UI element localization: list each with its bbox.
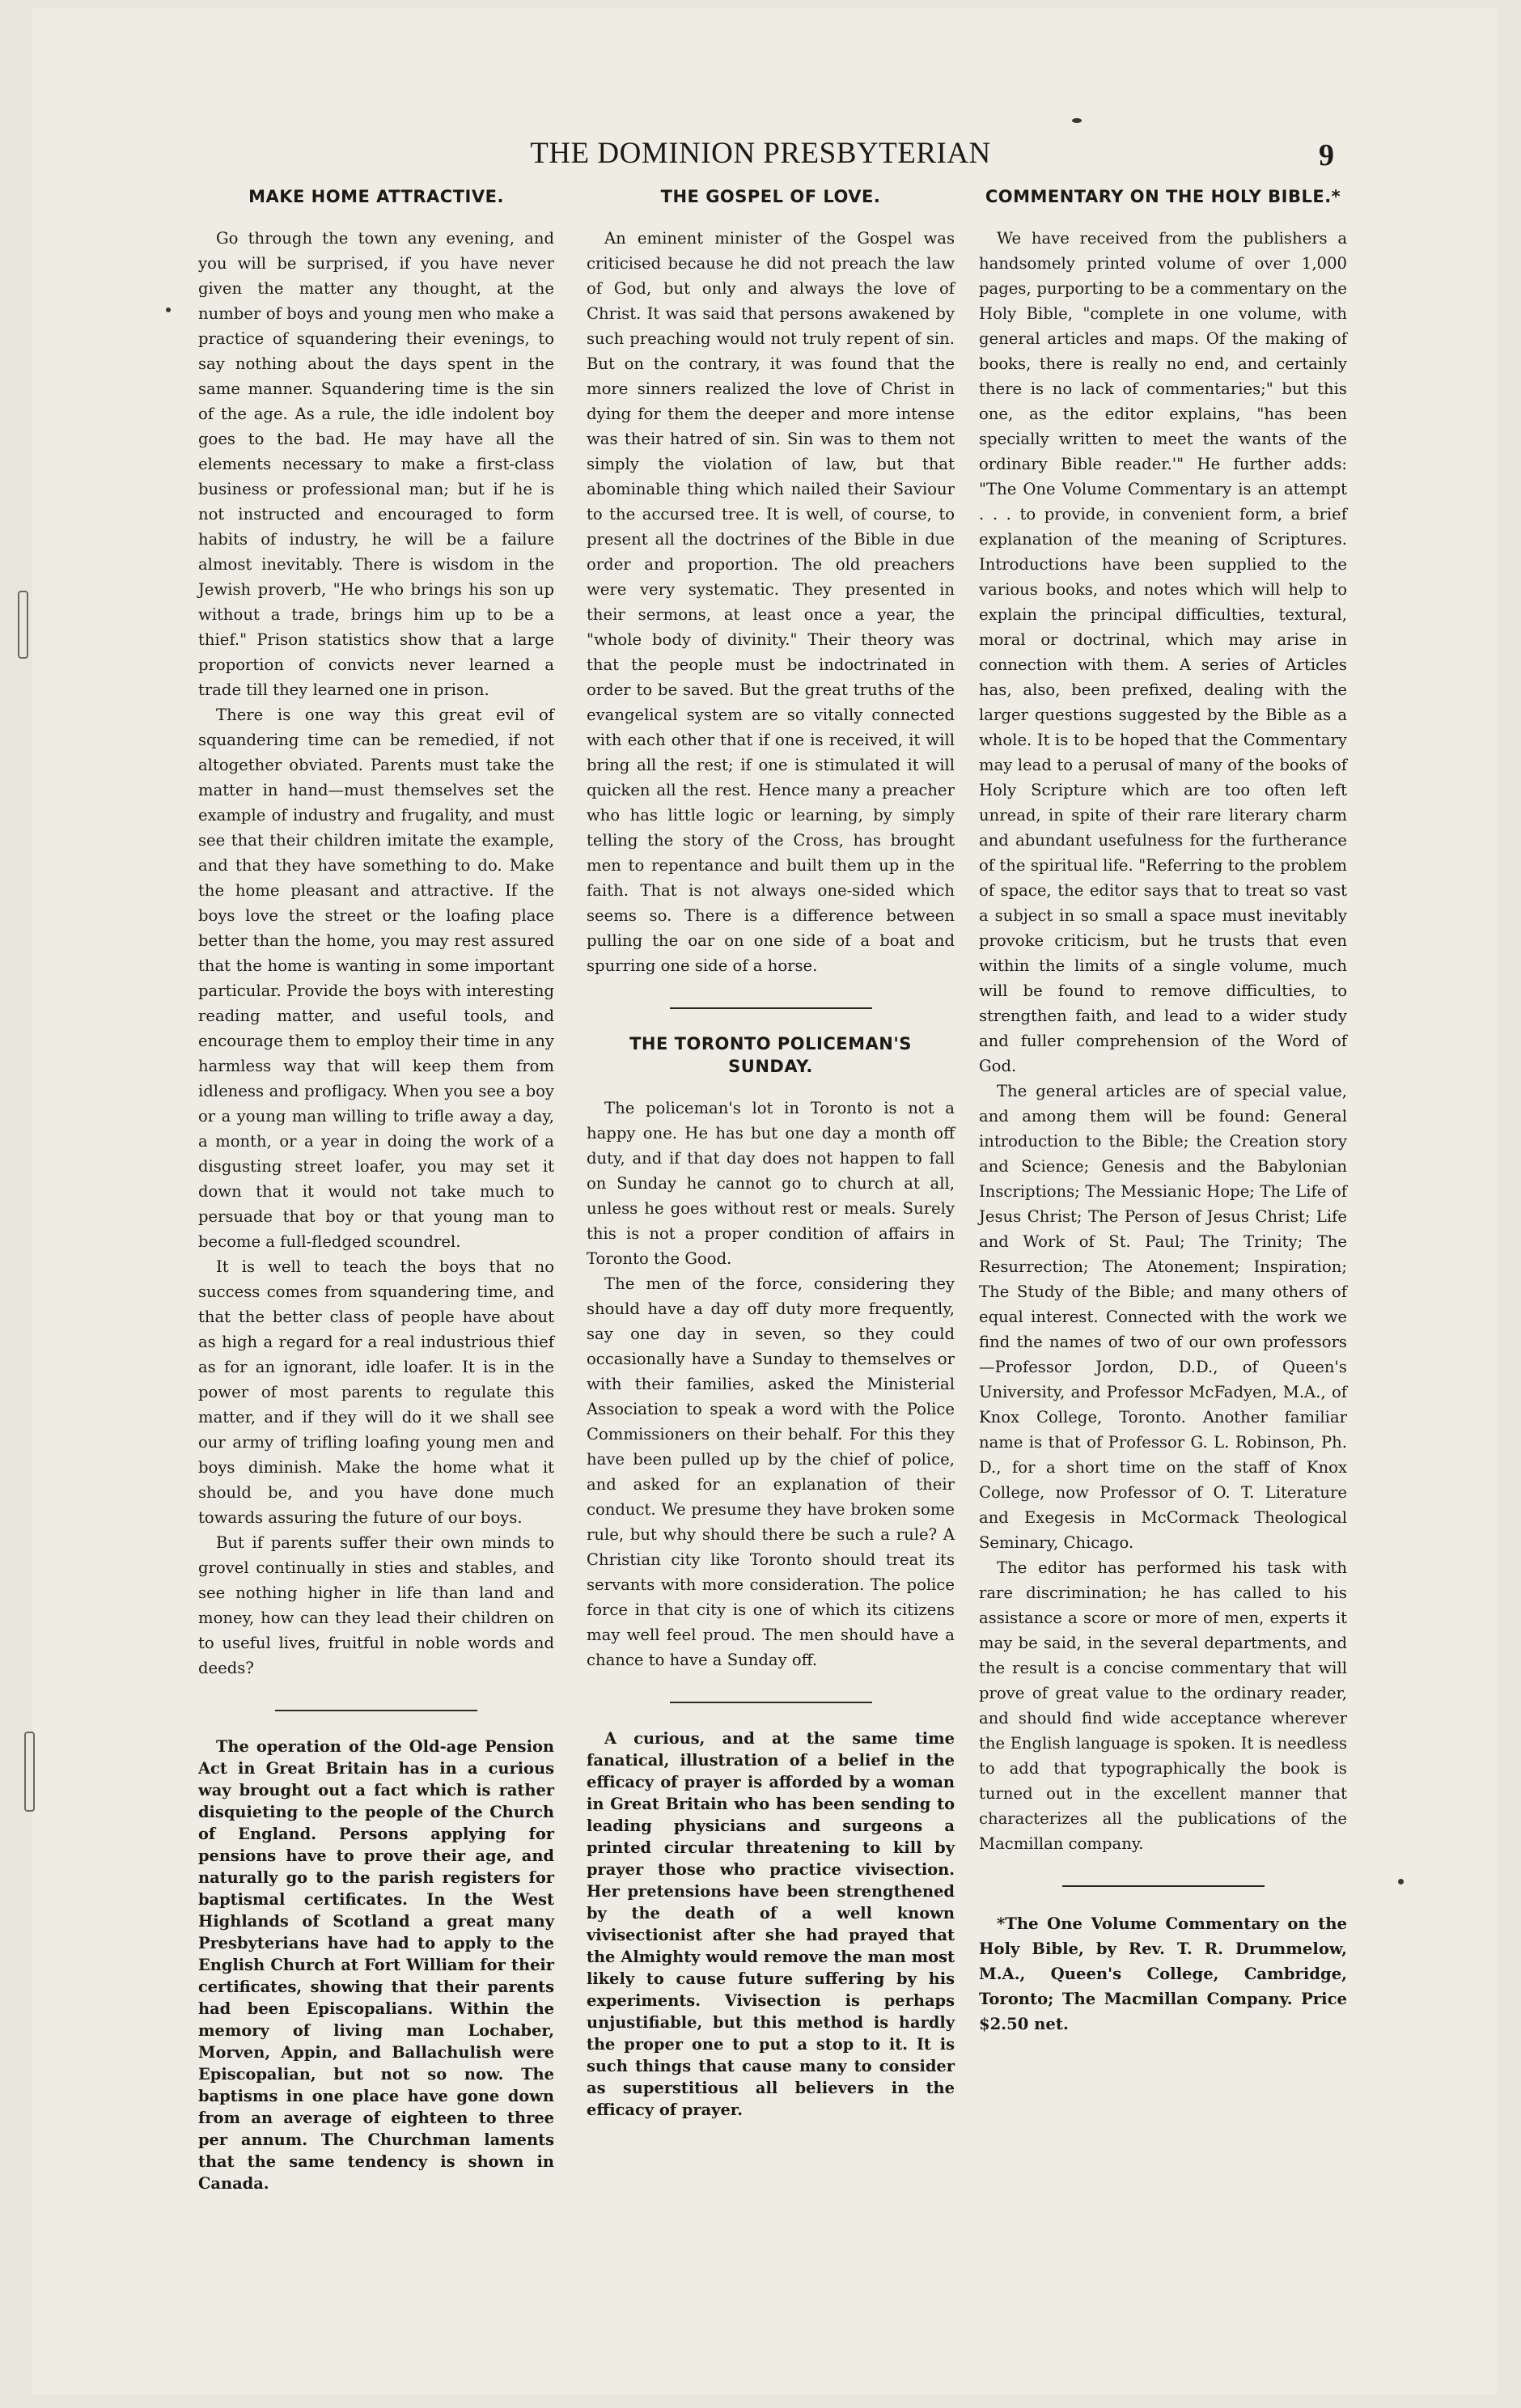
article-heading-policeman: THE TORONTO POLICEMAN'S SUNDAY.	[629, 1034, 912, 1076]
paragraph: It is well to teach the boys that no success comes from squandering time, and that the better class of people have about as high a regard for a real industrious thief as for an ignorant, idle loafer. It is in the power of most parents to regulate this matter, and if they will do it we shall see our army of trifling loafing young men and boys diminish. Make the home what it should be, and you have done much towards assuring the future of our boys.	[198, 1257, 554, 1528]
article-make-home	[198, 226, 554, 1681]
divider-rule	[670, 1007, 872, 1009]
article-gospel-of-love	[587, 226, 955, 978]
scan-speck	[1398, 1879, 1404, 1884]
column-2	[587, 186, 955, 2121]
scan-speck	[1072, 118, 1082, 123]
article-commentary	[979, 226, 1347, 1856]
paragraph: There is one way this great evil of squandering time can be remedied, if not altogether obviated. Parents must take the matter in hand—must themselves set the example of industry and frugality, and must see that their children imitate the example, and that they have something to do. Make the home pleasant and attractive. If the boys love the street or the loafing place better than the home, you may rest assured that the home is wanting in some important particular. Provide the boys with interesting reading matter, and useful tools, and encourage them to employ their time in any harmless way that will keep them from idleness and profligacy. When you see a boy or a young man willing to trifle away a day, a month, or a year in doing the work of a disgusting street loafer, you may set it down that it would not take much to persuade that boy or that young man to become a full-fledged scoundrel.	[198, 706, 554, 1252]
masthead-title: THE DOMINION PRESBYTERIAN	[530, 137, 991, 170]
paragraph: The policeman's lot in Toronto is not a happy one. He has but one day a month off duty, and if that day does not happen to fall on Sunday he cannot go to church at all, unless he goes without rest or meals. Surely this is not a proper condition of affairs in Toronto the Good.	[587, 1098, 955, 1268]
paragraph: The men of the force, considering they should have a day off duty more frequently, say one day in seven, so they could occasionally have a Sunday to themselves or with their families, asked the Ministerial Association to speak a word with the Police Commissioners on their behalf. For this they have been pulled up by the chief of police, and asked for an explanation of their conduct. We presume they have broken some rule, but why should there be such a rule? A Christian city like Toronto should treat its servants with more consideration. The police force in that city is one of which its citizens may well feel proud. The men should have a chance to have a Sunday off.	[587, 1274, 955, 1669]
article-policeman	[587, 1096, 955, 1672]
article-heading-gospel-of-love: THE GOSPEL OF LOVE.	[660, 187, 881, 206]
paragraph: Go through the town any evening, and you will be surprised, if you have never given the matter any thought, at the number of boys and young men who make a practice of squandering their evenings, to say nothing about the days spent in the same manner. Squandering time is the sin of the age. As a rule, the idle indolent boy goes to the bad. He may have all the elements necessary to make a first-class business or professional man; but if he is not instructed and encouraged to form habits of industry, he will be a failure almost inevitably. There is wisdom in the Jewish proverb, "He who brings his son up without a trade, brings him up to be a thief." Prison statistics show that a large proportion of convicts never learned a trade till they learned one in prison.	[198, 229, 554, 700]
scan-speck	[166, 307, 171, 312]
paragraph: An eminent minister of the Gospel was criticised because he did not preach the law of God, but only and always the love of Christ. It was said that persons awakened by such preaching would not truly repent of sin. But on the contrary, it was found that the more sinners realized the love of Christ in dying for them the deeper and more intense was their hatred of sin. Sin was to them not simply the violation of law, but that abominable thing which nailed their Saviour to the accursed tree. It is well, of course, to present all the doctrines of the Bible in due order and proportion. The old preachers were very systematic. They presented in their sermons, at least once a year, the "whole body of divinity." Their theory was that the people must be indoctrinated in order to be saved. But the great truths of the evangelical system are so vitally connected with each other that if one is received, it will bring all the rest; if one is stimulated it will quicken all the rest. Hence many a preacher who has little logic or learning, by simply telling the story of the Cross, has brought men to repentance and built them up in the faith. That is not always one-sided which seems so. There is a difference between pulling the oar on one side of a boat and spurring one side of a horse.	[587, 229, 955, 976]
commentary-footnote	[979, 1911, 1347, 2037]
article-prayer	[587, 1728, 955, 2121]
paragraph: A curious, and at the same time fanatical, illustration of a belief in the efficacy of prayer is afforded by a woman in Great Britain who has been sending to leading physicians and surgeons a printed circular threatening to kill by prayer those who practice vivisection. Her pretensions have been strengthened by the death of a well known vivisectionist after she had prayed that the Almighty would remove the man most likely to cause future suffering by his experiments. Vivisection is perhaps unjustifiable, but this method is hardly the proper one to put a stop to it. It is such things that cause many to consider as superstitious all believers in the efficacy of prayer.	[587, 1728, 955, 2119]
binding-mark	[18, 591, 28, 659]
article-heading-make-home: MAKE HOME ATTRACTIVE.	[248, 187, 504, 206]
column-1	[198, 186, 554, 2194]
paragraph: But if parents suffer their own minds to grovel continually in sties and stables, and see nothing higher in life than land and money, how can they lead their children on to useful lives, fruitful in noble words and deeds?	[198, 1533, 554, 1678]
column-3	[979, 186, 1347, 2037]
paragraph: The editor has performed his task with rare discrimination; he has called to his assistance a score or more of men, experts it may be said, in the several departments, and the result is a concise commentary that will prove of great value to the ordinary reader, and should find wide acceptance wherever the English language is spoken. It is needless to add that typographically the book is turned out in the excellent manner that characterizes all the publications of the Macmillan company.	[979, 1558, 1347, 1854]
binding-mark	[24, 1732, 35, 1812]
article-old-age-pension	[198, 1736, 554, 2194]
paragraph: The operation of the Old-age Pension Act in Great Britain has in a curious way brought out a fact which is rather disquieting to the people of the Church of England. Persons applying for pensions have to prove their age, and naturally go to the parish registers for baptismal certificates. In the West Highlands of Scotland a great many Presbyterians have had to apply to the English Church at Fort William for their certificates, showing that their parents had been Episcopalians. Within the memory of living man Lochaber, Morven, Appin, and Ballachulish were Episcopalian, but not so now. The baptisms in one place have gone down from an average of eighteen to three per annum. The Churchman laments that the same tendency is shown in Canada.	[198, 1737, 554, 2194]
article-heading-commentary: COMMENTARY ON THE HOLY BIBLE.*	[985, 187, 1341, 206]
divider-rule	[1062, 1885, 1265, 1887]
paragraph: We have received from the publishers a handsomely printed volume of over 1,000 pages, purporting to be a commentary on the Holy Bible, "complete in one volume, with general articles and maps. Of the making of books, there is really no end, and certainly there is no lack of commentaries;" but this one, as the editor explains, "has been specially written to meet the wants of the ordinary Bible reader.'" He further adds: "The One Volume Commentary is an attempt . . . to provide, in convenient form, a brief explanation of the meaning of Scriptures. Introductions have been supplied to the various books, and notes which will help to explain the principal difficulties, textural, moral or doctrinal, which may arise in connection with them. A series of Articles has, also, been prefixed, dealing with the larger questions suggested by the Bible as a whole. It is to be hoped that the Commentary may lead to a perusal of many of the books of Holy Scripture which are too often left unread, in spite of their rare literary charm and abundant usefulness for the furtherance of the spiritual life. "Referring to the problem of space, the editor says that to treat so vast a subject in so small a space must inevitably provoke criticism, but he trusts that even within the limits of a single volume, much will be found to remove difficulties, to strengthen faith, and lead to a wider study and fuller comprehension of the Word of God.	[979, 229, 1347, 1076]
footnote-text: *The One Volume Commentary on the Holy Bible, by Rev. T. R. Drummelow, M.A., Queen's College, Cambridge, Toronto; The Macmillan Company. Price $2.50 net.	[979, 1914, 1347, 2034]
divider-rule	[670, 1702, 872, 1703]
paragraph: The general articles are of special value, and among them will be found: General introduction to the Bible; the Creation story and Science; Genesis and the Babylonian Inscriptions; The Messianic Hope; The Life of Jesus Christ; The Person of Jesus Christ; Life and Work of St. Paul; The Trinity; The Resurrection; The Atonement; Inspiration; The Study of the Bible; and many others of equal interest. Connected with the work we find the names of two of our own professors—Professor Jordon, D.D., of Queen's University, and Professor McFadyen, M.A., of Knox College, Toronto. Another familiar name is that of Professor G. L. Robinson, Ph. D., for a short time on the staff of Knox College, now Professor of O. T. Literature and Exegesis in McCormack Theological Seminary, Chicago.	[979, 1082, 1347, 1553]
divider-rule	[275, 1710, 477, 1711]
page-number: 9	[1319, 138, 1334, 172]
